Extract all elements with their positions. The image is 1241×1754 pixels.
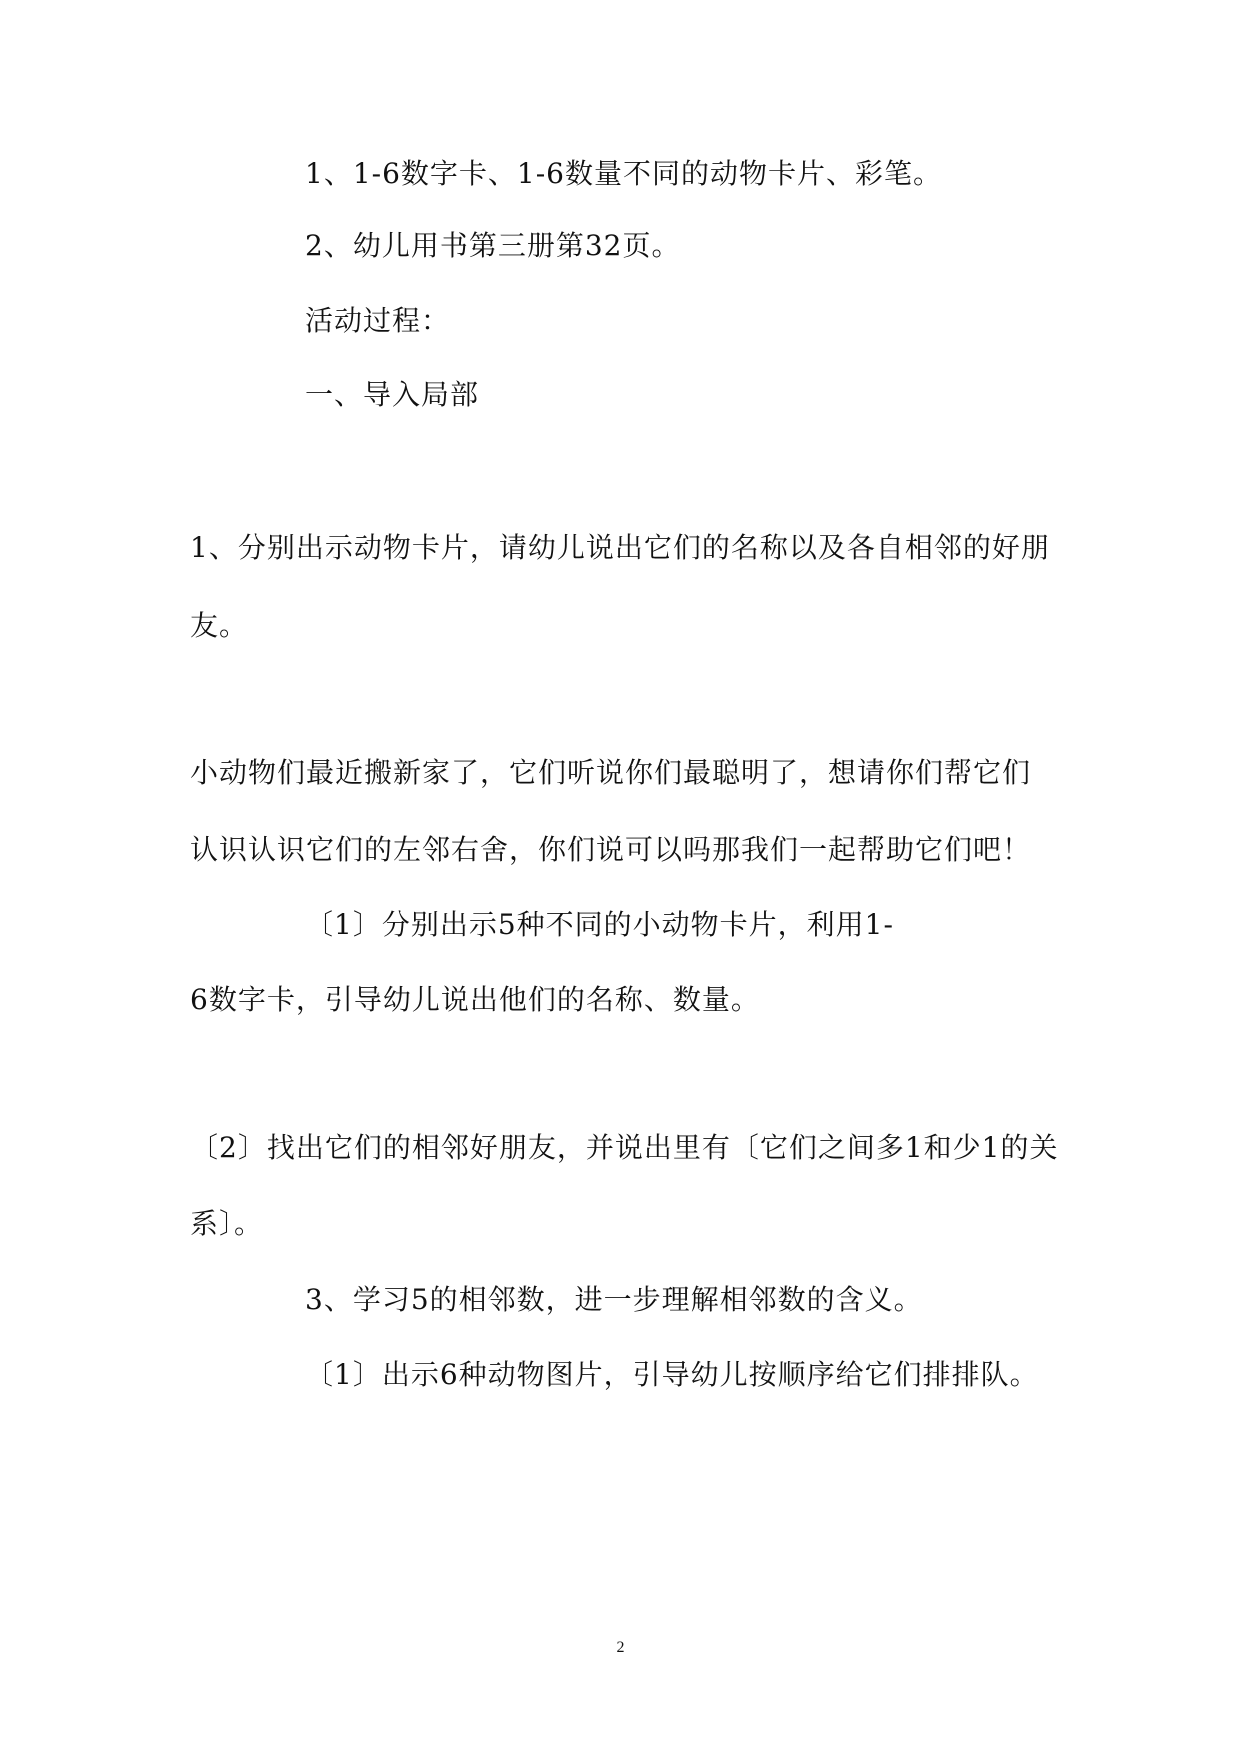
paragraph-line: 〔2〕找出它们的相邻好朋友，并说出里有〔它们之间多1和少1的关 <box>190 1131 1059 1164</box>
materials-item-2: 2、幼儿用书第三册第32页。 <box>305 229 681 262</box>
paragraph-line: 3、学习5的相邻数，进一步理解相邻数的含义。 <box>305 1283 923 1316</box>
paragraph-line: 友。 <box>190 609 249 642</box>
section-heading-activity-process: 活动过程： <box>305 304 451 337</box>
paragraph-line: 〔1〕分别出示5种不同的小动物卡片，利用1- <box>305 908 894 941</box>
paragraph-line: 认识认识它们的左邻右舍，你们说可以吗那我们一起帮助它们吧！ <box>190 833 1032 866</box>
materials-item-1: 1、1-6数字卡、1-6数量不同的动物卡片、彩笔。 <box>305 157 942 190</box>
paragraph-line: 〔1〕出示6种动物图片，引导幼儿按顺序给它们排排队。 <box>305 1358 1039 1391</box>
paragraph-line: 1、分别出示动物卡片，请幼儿说出它们的名称以及各自相邻的好朋 <box>190 531 1050 564</box>
page-number: 2 <box>616 1639 625 1656</box>
paragraph-line: 系〕。 <box>190 1207 264 1240</box>
paragraph-line: 小动物们最近搬新家了，它们听说你们最聪明了，想请你们帮它们 <box>190 756 1032 789</box>
section-heading-intro: 一、导入局部 <box>305 378 480 411</box>
paragraph-line: 6数字卡，引导幼儿说出他们的名称、数量。 <box>190 983 760 1016</box>
